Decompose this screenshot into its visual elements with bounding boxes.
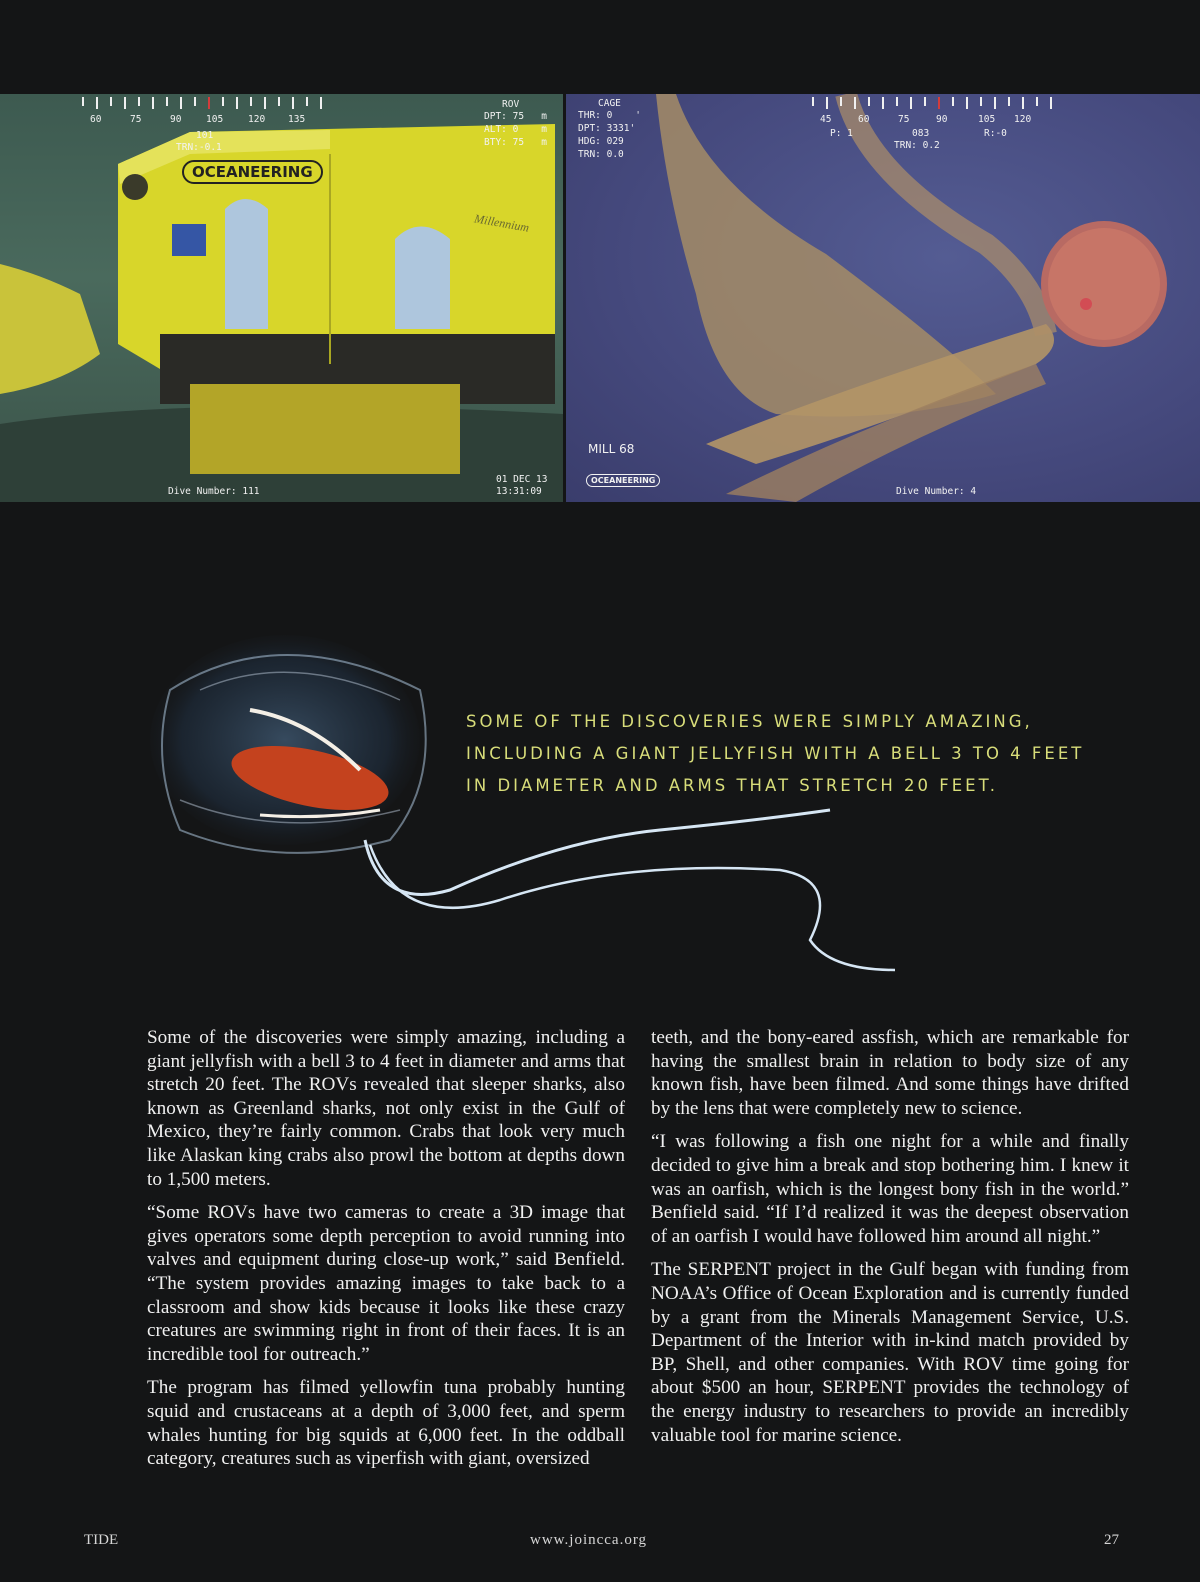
heading-scale-right-0: 45	[820, 114, 832, 125]
heading-ticks	[82, 97, 322, 109]
cage-label: CAGE	[598, 98, 621, 109]
heading-value-right: 083	[912, 128, 930, 139]
heading-scale-right-5: 120	[1014, 114, 1032, 125]
article-paragraph: teeth, and the bony-eared assfish, which are remarkable for having the smallest brain in relation to body size of any known fish, have been filmed. And some things have drifted by the lens that were completely new to science.	[651, 1027, 1129, 1119]
heading-scale-right-2: 75	[898, 114, 910, 125]
article-column-left	[147, 1026, 625, 1481]
dive-number: Dive Number: 111	[168, 486, 260, 497]
article-column-right	[651, 1026, 1129, 1457]
publication-name: TIDE	[84, 1532, 119, 1548]
pull-quote: SOME OF THE DISCOVERIES WERE SIMPLY AMAZING, INCLUDING A GIANT JELLYFISH WITH A BELL 3 TO 4 FEET IN DIAMETER AND ARMS THAT STRETCH 20 FEET.	[466, 712, 1085, 795]
heading-scale-5: 135	[288, 114, 306, 125]
dive-number-right: Dive Number: 4	[896, 486, 977, 497]
heading-scale-right-4: 105	[978, 114, 996, 125]
heading-ticks-right	[812, 97, 1052, 109]
oceaneering-badge: OCEANEERING	[586, 474, 660, 487]
depth-readout-right: DPT: 3331'	[578, 123, 636, 134]
heading-scale-right-1: 60	[858, 114, 870, 125]
rov-label: ROV	[502, 99, 520, 110]
thruster-readout: THR: 0 '	[578, 110, 641, 121]
heading-scale-right-3: 90	[936, 114, 948, 125]
pitch-readout: P: 1	[830, 128, 853, 139]
heading-readout: HDG: 029	[578, 136, 624, 147]
article-paragraph: “I was following a fish one night for a while and finally decided to give him a break and stop bothering him. I knew it was an oarfish, which is the longest bony fish in the world.” Benfield said. “If I’d realized it was the deepest observation of an oarfish I would have followed him around all night.”	[651, 1131, 1129, 1247]
article-paragraph: “Some ROVs have two cameras to create a 3D image that gives operators some depth perception to avoid running into valves and equipment during close-up work,” said Benfield. “The system provides amazing images to take back to a classroom and show kids because it looks like these crazy creatures are swimming right in front of their faces. It is an incredible tool for outreach.”	[147, 1202, 625, 1365]
rov-photo	[0, 94, 563, 502]
heading-scale-3: 105	[206, 114, 224, 125]
date-stamp: 01 DEC 13	[496, 474, 548, 485]
heading-scale-0: 60	[90, 114, 102, 125]
website-url[interactable]: www.joincca.org	[530, 1532, 648, 1548]
article-paragraph: Some of the discoveries were simply amazing, including a giant jellyfish with a bell 3 to 4 feet in diameter and arms that stretch 20 feet. The ROVs revealed that sleeper sharks, also known as Greenland sharks, not only exist in the Gulf of Mexico, they’re fairly common. Crabs that look very much like Alaskan king crabs also prowl the bottom at depths down to 1,500 meters.	[147, 1027, 625, 1190]
bathymetry-readout: BTY: 75 m	[484, 137, 547, 148]
trn-readout: TRN:-0.1	[176, 142, 222, 153]
time-stamp: 13:31:09	[496, 486, 542, 497]
trn-value-right: TRN: 0.2	[894, 140, 940, 151]
jellyfish-photo	[566, 94, 1200, 502]
giant-jellyfish-illustration	[566, 94, 1200, 502]
article-paragraph: The program has filmed yellowfin tuna probably hunting squid and crustaceans at a depth of 3,000 feet, and sperm whales hunting for big squids at 6,000 feet. In the oddball category, creatures such as viperfish with giant, oversized	[147, 1377, 625, 1470]
vehicle-script-name: Millennium	[473, 211, 531, 235]
heading-scale-2: 90	[170, 114, 182, 125]
altitude-readout: ALT: 0 m	[484, 124, 547, 135]
trn-readout-right: TRN: 0.0	[578, 149, 624, 160]
comb-jelly-illustration	[140, 630, 920, 990]
mill-label: MILL 68	[588, 442, 635, 456]
rov-vehicle-illustration	[0, 94, 563, 502]
roll-readout: R:-0	[984, 128, 1007, 139]
article-paragraph: The SERPENT project in the Gulf began with funding from NOAA’s Office of Ocean Exploration and is currently funded by a grant from the Minerals Management Service, U.S. Department of the Interior with in-kind match provided by BP, Shell, and other companies. With ROV time going for about $500 an hour, SERPENT provides the technology of the energy industry to researchers to provide an incredibly valuable tool for marine science.	[651, 1259, 1129, 1446]
heading-scale-1: 75	[130, 114, 142, 125]
page-number: 27	[1104, 1532, 1119, 1548]
heading-value: 101	[196, 130, 214, 141]
depth-readout: DPT: 75 m	[484, 111, 547, 122]
oceaneering-logo: OCEANEERING	[182, 160, 323, 184]
heading-scale-4: 120	[248, 114, 266, 125]
